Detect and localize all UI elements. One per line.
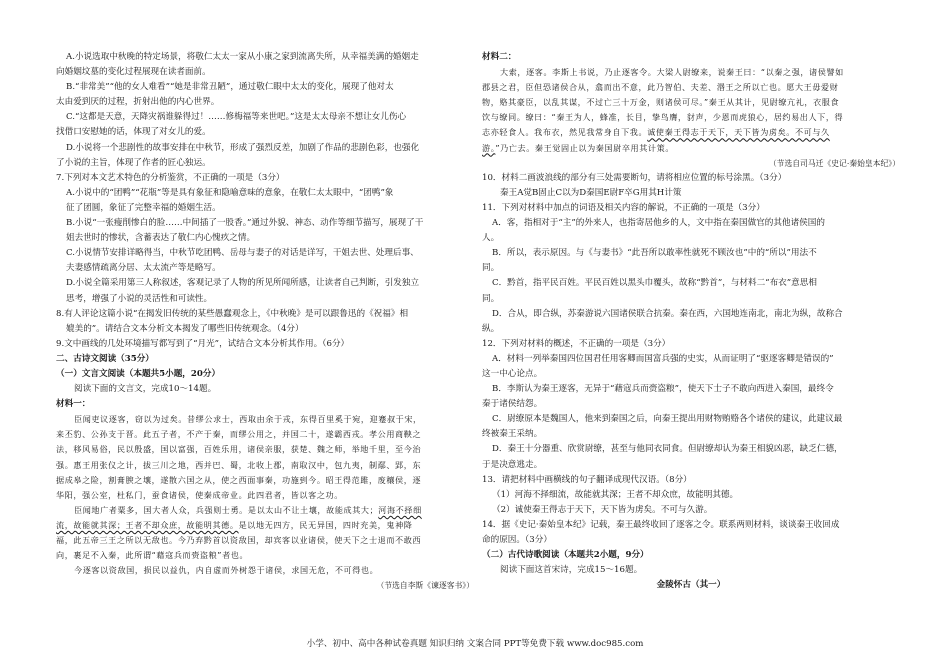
- q12-option-line: 秦于诸侯结怨。: [482, 399, 543, 410]
- passage-line: [56, 503, 474, 518]
- q6-option-line: 向婚姻坟墓的变化过程展现在读者面前。: [56, 67, 211, 78]
- q7-option-line: C.小说情节安排详略得当，中秋节吃团鸭、岳母与妻子的对话是详写，干姐去世、处理后事、: [66, 248, 419, 259]
- passage-line: 向，裹足不入秦，此所谓“藉寇兵而赍盗粮”者也。: [56, 550, 249, 561]
- passage-line: 来丕豹、公孙支于晋。此五子者，不产于秦，而缪公用之，并国二十，遂霸西戎。孝公用商鞅之: [56, 429, 422, 440]
- q7-stem: 7.下列对本文艺术特色的分析鉴赏，不正确的一项是（3分）: [56, 172, 285, 183]
- q8-line: 媲美的”。请结合文本分析文本揭发了哪些旧传统观念。（4分）: [66, 323, 304, 334]
- q11-option-line: D．合从，即合纵，苏秦游说六国诸侯联合抗秦。秦在西，六国地连南北，南北为纵，故称合: [492, 308, 843, 319]
- q6-option-line: 找借口安慰她的话，体现了对女儿的爱。: [56, 127, 211, 138]
- q10-question: 10．材料二画波浪线的部分有三处需要断句，请将相应位置的标号涂黑。（3分）: [482, 172, 787, 183]
- passage-line: 臣闻吏议逐客，窃以为过矣。昔缪公求士，西取由余于戎，东得百里奚于宛，迎蹇叔于宋，: [74, 414, 422, 425]
- footer-banner: 小学、初中、高中各种试卷真题 知识归纳 文案合同 PPT等免费下载 www.doc985.com: [306, 639, 644, 649]
- passage-line: 物，赂其豪臣，以乱其谋，不过亡三十万金，则诸侯可尽。”秦王从其计，见尉缭亢礼，衣服食: [482, 97, 840, 108]
- q10-sentence: 秦王A觉B固止C以为D秦国E尉F卒G用其H计策: [500, 187, 682, 198]
- subsection-heading: （一）文言文阅读（本题共5小题，20分）: [56, 368, 221, 379]
- q7-options: [56, 186, 474, 307]
- q12-option-line: 终被秦王采纳。: [482, 429, 543, 440]
- passage-line: 法，移风易俗，民以殷盛，国以富强，百姓乐用，诸侯亲服，获楚、魏之师，举地千里，至今治: [56, 444, 422, 455]
- passage-line: 福，此五帝三王之所以无敌也。今乃弃黔首以资敌国，却宾客以业诸侯，使天下之士退而不敢西: [56, 535, 422, 545]
- q11-options: [482, 216, 900, 337]
- q6-option-line: 太由爱到厌的过程，折射出他的内心世界。: [56, 97, 220, 108]
- passage-line: 大索，逐客。李斯上书说，乃止逐客令。大梁人尉缭来，说秦王曰：“以秦之强，诸侯譬如: [500, 67, 844, 78]
- q7-option-line: D.小说全篇采用第三人称叙述，客观记录了人物的所见所闻所感，让读者自己判断，引发独立: [66, 278, 420, 289]
- q11-option-line: 同。: [482, 263, 500, 274]
- passage-line: 今逐客以资敌国，损民以益仇，内自虚而外树怨于诸侯，求国无危，不可得也。: [74, 565, 379, 576]
- q12-option-line: 于是决意逃走。: [482, 459, 543, 470]
- q7-option-line: B.小说“一张瘦削惨白的脸……中间插了一股香。”通过外貌、神态、动作等细节描写，展现了干: [66, 218, 424, 229]
- reading-instruction: 阅读下面的文言文，完成10～14题。: [74, 384, 217, 395]
- passage-line: 华阳，强公室，杜私门，蚕食诸侯，使秦成帝业。此四君者，皆以客之功。: [56, 489, 343, 500]
- q12-option-line: 这一中心论点。: [482, 368, 543, 379]
- q11-option-line: A．客，指相对于“主”的外来人，也指寄居他乡的人，文中指在秦国做官的其他诸侯国的: [492, 218, 825, 229]
- q7-option-line: A.小说中的“团鸭”“花瓶”等是具有象征和隐喻意味的意象，在敬仁太太眼中，“团鸭”象: [66, 187, 394, 198]
- poem-title: 金陵怀古（其一）: [656, 580, 726, 591]
- material1-passage: [56, 412, 474, 578]
- q7-option-line: 征了团圆，象征了完整幸福的婚姻生活。: [66, 202, 221, 213]
- q12-option-line: A．材料一列举秦国四位国君任用客卿而国富兵强的史实，从而证明了“驱逐客卿是错误的”: [492, 353, 834, 364]
- subsection-heading: （二）古代诗歌阅读（本题共2小题，9分）: [482, 550, 649, 561]
- q13-item: （1）河海不择细流，故能就其深；王者不却众庶，故能明其德。: [492, 489, 739, 500]
- q7-option-line: 姐去世时的惨状，含蓄表达了敬仁内心愧疚之情。: [66, 233, 256, 244]
- q11-option-line: C．黔首，指平民百姓。平民百姓以黑头巾覆头，故称“黔首”，与材料二“布衣”意思相: [492, 278, 817, 289]
- passage-text: ”乃亡去。秦王觉固止以为秦国尉卒用其计策。: [495, 142, 675, 153]
- passage-line: 强。惠王用张仪之计，拔三川之地，西并巴、蜀，北收上郡，南取汉中，包九夷，制鄢、郢，东: [56, 459, 422, 470]
- right-column: [482, 50, 900, 593]
- q14-line: 命的原因。（3分）: [482, 535, 552, 545]
- q12-question: 12．下列对材料的概述，不正确的一项是（3分）: [482, 338, 671, 349]
- underlined-sentence: 河海不择细: [378, 504, 422, 515]
- underlined-sentence: 流，故能就其深；王者不却众庶，故能明其德。: [56, 519, 239, 530]
- q12-option-line: D．秦王十分器重、欣赏尉缭，甚至与他同衣同食。但尉缭却认为秦王相貌凶恶，缺乏仁德，: [492, 444, 843, 455]
- passage-text: 志亦轻食人。我布衣，然见我常身自下我。: [482, 127, 648, 138]
- passage-text: 臣闻地广者粟多，国大者人众，兵强则士勇。是以太山不让土壤，故能成其大；: [74, 504, 379, 515]
- q9-question: 9.文中画线的几处环境描写都写到了“月光”，试结合文本分析其作用。（6分）: [56, 338, 350, 349]
- q14-line: 14．据《史记·秦始皇本纪》记载，秦王最终收回了逐客之令。联系两则材料，谈谈秦王收回成: [482, 519, 840, 530]
- q12-option-line: C．尉缭原本是魏国人，他来到秦国之后，向秦王提出用财物贿赂各个诸侯的建议，此建议最: [492, 414, 843, 425]
- passage-line: 郡县之君，臣但恐诸侯合从，翕而出不意，此乃智伯、夫差、湣王之所以亡也。愿大王毋爱财: [482, 82, 839, 93]
- passage-text: 是以地无四方，民无异国，四时充美，鬼神降: [238, 519, 413, 530]
- q11-option-line: 同。: [482, 293, 500, 304]
- underlined-sentence: 诚使秦王得志于天下，天下皆为虏矣。不可与久: [647, 127, 830, 138]
- source-citation: （节选自司马迁《史记·秦始皇本纪》）: [768, 158, 900, 168]
- q13-question: 13．请把材料中画横线的句子翻译成现代汉语。（8分）: [482, 474, 692, 485]
- q6-option-line: B.“非常美”“他的女人难看”“她是非常丑陋”，通过敬仁眼中太太的变化，展现了他对太: [66, 82, 394, 93]
- underlined-sentence: 游。: [482, 142, 496, 153]
- passage-line: 饮与缭同。缭曰：“秦王为人，蜂准，长目，挚鸟膺，豺声，少恩而虎狼心，居约易出人下，得: [482, 112, 844, 123]
- q7-option-line: 思考，增强了小说的灵活性和可读性。: [66, 293, 213, 304]
- q13-item: （2）诚使秦王得志于天下，天下皆为虏矣。不可与久游。: [492, 504, 713, 515]
- q6-option-line: C.“这都是天意，天降灾祸谁躲得过！……修梅福等来世吧。”这是太太母亲不想让女儿伤心: [66, 112, 407, 123]
- q6-options: [56, 50, 474, 171]
- q11-option-line: 人。: [482, 233, 500, 244]
- q12-option-line: B．李斯认为秦王逐客，无异于“藉寇兵而赍盗粮”，使天下士子不敢向西进入秦国，最终令: [492, 384, 834, 395]
- passage-line: [482, 125, 900, 140]
- q7-option-line: 夫妻感情疏离分居、太太流产等是略写。: [66, 263, 221, 274]
- q6-option-line: 了小说的主旨，体现了作者的匠心独运。: [56, 157, 211, 168]
- q11-option-line: 纵。: [482, 323, 500, 334]
- reading-instruction: 阅读下面这首宋诗，完成15～16题。: [500, 565, 643, 576]
- section-heading: 二、古诗文阅读（35分）: [56, 353, 154, 364]
- material2-passage: [482, 65, 900, 156]
- source-citation: （节选自李斯《谏逐客书》）: [376, 581, 474, 591]
- passage-line: 据成皋之险，割膏腴之壤，遂散六国之从，使之西面事秦，功施到今。昭王得范雎，废穰侯，逐: [56, 474, 422, 485]
- left-column: [56, 50, 474, 593]
- material-label: 材料二：: [482, 52, 517, 62]
- q6-option-line: D.小说将一个悲剧性的故事安排在中秋节，形成了强烈反差，加剧了作品的悲剧色彩，也强化: [66, 142, 420, 153]
- q12-options: [482, 352, 900, 473]
- q11-option-line: B．所以，表示原因。与《与妻书》“此吾所以敢率性就死不顾汝也”中的“所以”用法不: [492, 248, 817, 259]
- q11-question: 11．下列对材料中加点的词语及相关内容的解说，不正确的一项是（3分）: [482, 202, 765, 213]
- material-label: 材料一：: [56, 399, 91, 410]
- q6-option-line: A.小说选取中秋晚的特定场景，将敬仁太太一家从小康之家到流离失所，从幸福美满的婚姻走: [66, 52, 419, 62]
- passage-line: [482, 141, 900, 156]
- q8-line: 8.有人评论这篇小说“在揭发旧传统的某些愚蠢观念上，《中秋晚》是可以跟鲁迅的《祝福》相: [56, 308, 409, 319]
- passage-line: [56, 518, 474, 533]
